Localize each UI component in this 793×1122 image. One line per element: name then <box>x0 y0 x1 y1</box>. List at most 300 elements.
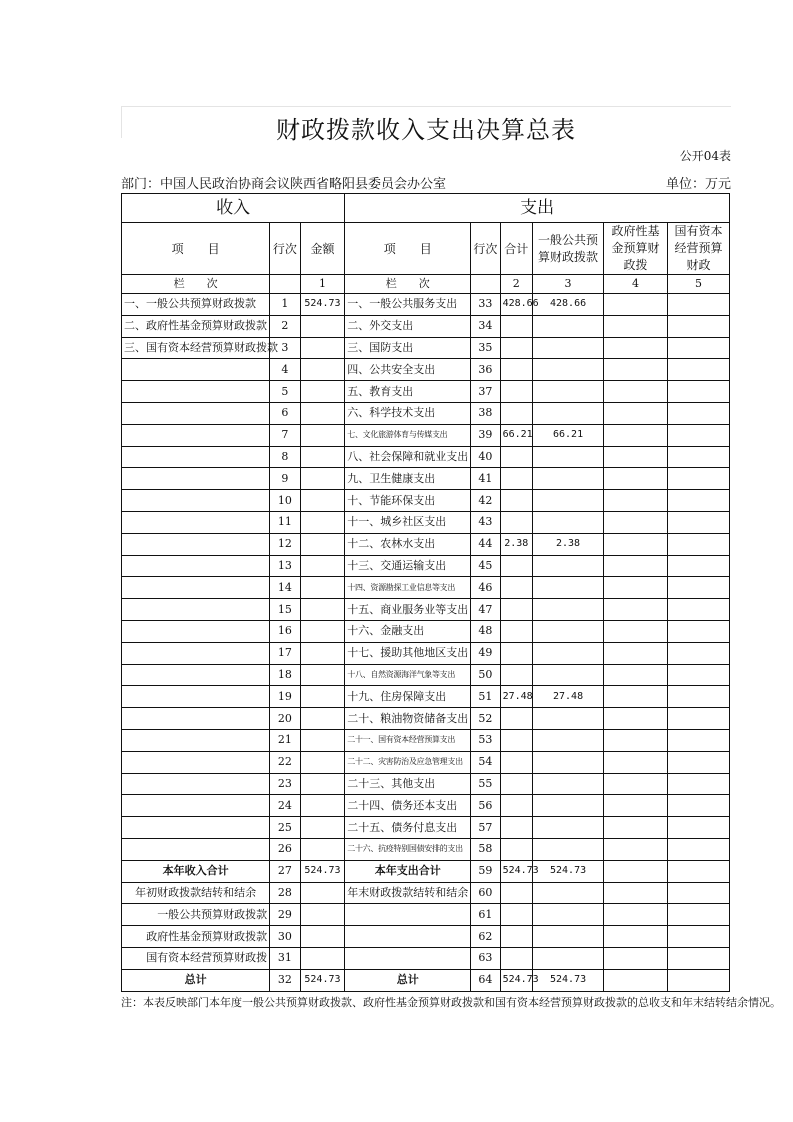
expense-general <box>533 577 604 599</box>
expense-total-general: 524.73 <box>533 860 604 882</box>
expense-item: 二十三、其他支出 <box>345 773 471 795</box>
expense-item: 七、文化旅游体育与传媒支出 <box>345 424 471 446</box>
expense-row-no: 53 <box>471 729 500 751</box>
income-amount-header: 金额 <box>300 223 345 275</box>
expense-general <box>533 773 604 795</box>
expense-general <box>533 468 604 490</box>
income-row-no: 20 <box>270 708 300 730</box>
expense-state <box>668 468 730 490</box>
general-budget-header: 一般公共预算财政拨款 <box>533 223 604 275</box>
column-header-row <box>122 223 730 275</box>
sub-fund-label: 政府性基金预算财政拨款 <box>122 926 270 948</box>
begin-balance-label: 年初财政拨款结转和结余 <box>122 882 270 904</box>
table-row <box>122 620 730 642</box>
expense-total <box>500 315 532 337</box>
income-item <box>122 511 270 533</box>
expense-item: 六、科学技术支出 <box>345 402 471 424</box>
expense-state <box>668 708 730 730</box>
expense-fund <box>604 773 668 795</box>
expense-total <box>500 708 532 730</box>
grand-expense-general: 524.73 <box>533 969 604 991</box>
income-item <box>122 402 270 424</box>
expense-general <box>533 664 604 686</box>
lanci-label-expense: 栏 次 <box>345 275 471 294</box>
expense-total-no: 59 <box>471 860 500 882</box>
expense-general: 2.38 <box>533 533 604 555</box>
expense-item: 二十五、债务付息支出 <box>345 817 471 839</box>
expense-item: 十二、农林水支出 <box>345 533 471 555</box>
income-item-header: 项 目 <box>122 223 270 275</box>
expense-item: 二十二、灾害防治及应急管理支出 <box>345 751 471 773</box>
income-row-no: 17 <box>270 642 300 664</box>
income-row-no: 1 <box>270 294 300 316</box>
department-label: 部门：中国人民政治协商会议陕西省略阳县委员会办公室 <box>121 177 447 192</box>
expense-total <box>500 381 532 403</box>
table-row <box>122 773 730 795</box>
expense-general <box>533 708 604 730</box>
lanci-col-4: 4 <box>604 275 668 294</box>
expense-row-no: 58 <box>471 838 500 860</box>
table-row <box>122 424 730 446</box>
expense-total <box>500 642 532 664</box>
grand-expense-label: 总计 <box>345 969 471 991</box>
expense-general <box>533 620 604 642</box>
grand-expense-state <box>668 969 730 991</box>
lanci-label-income: 栏 次 <box>122 275 270 294</box>
expense-row-no: 50 <box>471 664 500 686</box>
income-row-no: 7 <box>270 424 300 446</box>
year-total-row <box>122 860 730 882</box>
income-item <box>122 795 270 817</box>
expense-item: 四、公共安全支出 <box>345 359 471 381</box>
table-row <box>122 511 730 533</box>
income-amount <box>300 838 345 860</box>
expense-item: 二、外交支出 <box>345 315 471 337</box>
expense-state <box>668 817 730 839</box>
expense-fund <box>604 468 668 490</box>
expense-general <box>533 402 604 424</box>
income-amount <box>300 795 345 817</box>
table-row <box>122 555 730 577</box>
expense-fund <box>604 424 668 446</box>
expense-fund <box>604 402 668 424</box>
expense-item: 三、国防支出 <box>345 337 471 359</box>
income-row-no: 8 <box>270 446 300 468</box>
expense-general <box>533 315 604 337</box>
expense-fund <box>604 686 668 708</box>
fund-budget-header: 政府性基金预算财政拨 <box>604 223 668 275</box>
income-amount <box>300 337 345 359</box>
income-item <box>122 577 270 599</box>
expense-fund <box>604 446 668 468</box>
expense-total <box>500 359 532 381</box>
expense-state <box>668 795 730 817</box>
income-amount <box>300 751 345 773</box>
income-row-no: 18 <box>270 664 300 686</box>
expense-total: 428.66 <box>500 294 532 316</box>
table-row <box>122 751 730 773</box>
income-item <box>122 729 270 751</box>
end-balance-label: 年末财政拨款结转和结余 <box>345 882 471 904</box>
expense-state <box>668 424 730 446</box>
expense-total <box>500 729 532 751</box>
sub-general-no: 29 <box>270 904 300 926</box>
income-item: 一、一般公共预算财政拨款 <box>122 294 270 316</box>
income-amount <box>300 533 345 555</box>
expense-row-no: 42 <box>471 490 500 512</box>
budget-table <box>121 193 730 992</box>
expense-total <box>500 751 532 773</box>
income-item <box>122 817 270 839</box>
lanci-empty <box>471 275 500 294</box>
expense-total <box>500 511 532 533</box>
expense-item: 二十一、国有资本经营预算支出 <box>345 729 471 751</box>
income-row-no: 10 <box>270 490 300 512</box>
expense-general <box>533 511 604 533</box>
income-amount <box>300 577 345 599</box>
income-row-no-header: 行次 <box>270 223 300 275</box>
lanci-col-3: 3 <box>533 275 604 294</box>
expense-general <box>533 751 604 773</box>
table-row <box>122 686 730 708</box>
unit-label: 单位：万元 <box>665 177 731 192</box>
income-amount <box>300 642 345 664</box>
expense-row-no: 52 <box>471 708 500 730</box>
sub-fund-expense-item <box>345 926 471 948</box>
table-row <box>122 599 730 621</box>
expense-general <box>533 795 604 817</box>
expense-total: 27.48 <box>500 686 532 708</box>
expense-row-no: 36 <box>471 359 500 381</box>
income-total-no: 27 <box>270 860 300 882</box>
expense-state <box>668 838 730 860</box>
grand-expense-total: 524.73 <box>500 969 532 991</box>
expense-state <box>668 773 730 795</box>
income-amount <box>300 729 345 751</box>
end-balance-state <box>668 882 730 904</box>
income-row-no: 4 <box>270 359 300 381</box>
footnote: 注：本表反映部门本年度一般公共预算财政拨款、政府性基金预算财政拨款和国有资本经营预算财政拨款的总收支和年末结转结余情况。 <box>121 996 781 1009</box>
sub-fund-fund <box>604 926 668 948</box>
sub-state-no: 31 <box>270 947 300 969</box>
income-row-no: 15 <box>270 599 300 621</box>
income-row-no: 13 <box>270 555 300 577</box>
income-item <box>122 468 270 490</box>
expense-total <box>500 620 532 642</box>
end-balance-no: 60 <box>471 882 500 904</box>
table-row <box>122 795 730 817</box>
expense-general <box>533 337 604 359</box>
expense-state <box>668 381 730 403</box>
income-row-no: 16 <box>270 620 300 642</box>
expense-state <box>668 294 730 316</box>
sub-state-state <box>668 947 730 969</box>
end-balance-total <box>500 882 532 904</box>
income-total-label: 本年收入合计 <box>122 860 270 882</box>
expense-total-state <box>668 860 730 882</box>
expense-total <box>500 838 532 860</box>
sheet-top-border <box>121 106 731 107</box>
expense-row-no: 44 <box>471 533 500 555</box>
income-amount <box>300 599 345 621</box>
begin-balance-amount <box>300 882 345 904</box>
expense-row-no: 48 <box>471 620 500 642</box>
form-number: 公开04表 <box>679 149 731 163</box>
table-row <box>122 381 730 403</box>
expense-item: 十四、资源勘探工业信息等支出 <box>345 577 471 599</box>
expense-fund <box>604 708 668 730</box>
expense-general <box>533 359 604 381</box>
table-row <box>122 337 730 359</box>
table-row <box>122 838 730 860</box>
income-item <box>122 533 270 555</box>
table-row <box>122 533 730 555</box>
expense-row-no: 49 <box>471 642 500 664</box>
income-total-amount: 524.73 <box>300 860 345 882</box>
expense-state <box>668 511 730 533</box>
income-amount <box>300 446 345 468</box>
expense-fund <box>604 817 668 839</box>
expense-fund <box>604 795 668 817</box>
expense-row-no: 56 <box>471 795 500 817</box>
lanci-col-1: 1 <box>300 275 345 294</box>
sub-general-label: 一般公共预算财政拨款 <box>122 904 270 926</box>
income-item <box>122 773 270 795</box>
table-row <box>122 642 730 664</box>
expense-state <box>668 599 730 621</box>
expense-state <box>668 359 730 381</box>
income-row-no: 23 <box>270 773 300 795</box>
income-amount <box>300 555 345 577</box>
income-item <box>122 446 270 468</box>
expense-state <box>668 577 730 599</box>
table-row <box>122 490 730 512</box>
sub-fund-total <box>500 926 532 948</box>
sub-state-general <box>533 947 604 969</box>
expense-total: 2.38 <box>500 533 532 555</box>
expense-state <box>668 664 730 686</box>
expense-row-no: 38 <box>471 402 500 424</box>
expense-total-sum: 524.73 <box>500 860 532 882</box>
income-amount <box>300 686 345 708</box>
expense-total: 66.21 <box>500 424 532 446</box>
expense-row-no: 40 <box>471 446 500 468</box>
income-amount <box>300 402 345 424</box>
sub-general-state <box>668 904 730 926</box>
income-amount: 524.73 <box>300 294 345 316</box>
income-item <box>122 555 270 577</box>
column-number-row <box>122 275 730 294</box>
grand-income-no: 32 <box>270 969 300 991</box>
expense-general: 66.21 <box>533 424 604 446</box>
income-amount <box>300 315 345 337</box>
expense-row-no: 41 <box>471 468 500 490</box>
expense-total <box>500 817 532 839</box>
sub-general-amount <box>300 904 345 926</box>
grand-expense-fund <box>604 969 668 991</box>
income-row-no: 6 <box>270 402 300 424</box>
expense-total <box>500 490 532 512</box>
income-amount <box>300 468 345 490</box>
expense-row-no: 43 <box>471 511 500 533</box>
table-row <box>122 315 730 337</box>
sub-fund-general <box>533 926 604 948</box>
expense-fund <box>604 751 668 773</box>
expense-item: 五、教育支出 <box>345 381 471 403</box>
income-amount <box>300 381 345 403</box>
sub-general-expense-item <box>345 904 471 926</box>
sub-state-amount <box>300 947 345 969</box>
income-item <box>122 642 270 664</box>
expense-general <box>533 490 604 512</box>
expense-fund <box>604 359 668 381</box>
expense-state <box>668 729 730 751</box>
expense-general <box>533 446 604 468</box>
expense-general <box>533 729 604 751</box>
expense-total <box>500 664 532 686</box>
expense-row-no: 51 <box>471 686 500 708</box>
income-amount <box>300 490 345 512</box>
expense-general <box>533 817 604 839</box>
expense-item: 九、卫生健康支出 <box>345 468 471 490</box>
sub-state-total <box>500 947 532 969</box>
expense-state <box>668 620 730 642</box>
table-row <box>122 664 730 686</box>
expense-fund <box>604 533 668 555</box>
income-section-header: 收入 <box>122 194 345 223</box>
sub-general-expense-no: 61 <box>471 904 500 926</box>
income-item <box>122 708 270 730</box>
expense-row-no: 55 <box>471 773 500 795</box>
income-amount <box>300 817 345 839</box>
expense-total <box>500 555 532 577</box>
grand-income-amount: 524.73 <box>300 969 345 991</box>
lanci-empty <box>270 275 300 294</box>
expense-total <box>500 446 532 468</box>
income-row-no: 19 <box>270 686 300 708</box>
expense-state <box>668 686 730 708</box>
section-header-row <box>122 194 730 223</box>
expense-item: 十七、援助其他地区支出 <box>345 642 471 664</box>
table-row <box>122 294 730 316</box>
expense-item-header: 项 目 <box>345 223 471 275</box>
expense-row-no-header: 行次 <box>471 223 500 275</box>
expense-fund <box>604 490 668 512</box>
expense-fund <box>604 555 668 577</box>
sub-fund-amount <box>300 926 345 948</box>
expense-fund <box>604 294 668 316</box>
income-row-no: 26 <box>270 838 300 860</box>
begin-balance-no: 28 <box>270 882 300 904</box>
expense-fund <box>604 337 668 359</box>
income-row-no: 2 <box>270 315 300 337</box>
income-amount <box>300 664 345 686</box>
income-item <box>122 664 270 686</box>
income-row-no: 24 <box>270 795 300 817</box>
expense-row-no: 46 <box>471 577 500 599</box>
lanci-col-5: 5 <box>668 275 730 294</box>
expense-total <box>500 402 532 424</box>
expense-state <box>668 533 730 555</box>
expense-item: 十三、交通运输支出 <box>345 555 471 577</box>
expense-row-no: 57 <box>471 817 500 839</box>
sub-general-total <box>500 904 532 926</box>
expense-section-header: 支出 <box>345 194 730 223</box>
income-amount <box>300 620 345 642</box>
expense-fund <box>604 642 668 664</box>
grand-expense-no: 64 <box>471 969 500 991</box>
table-row <box>122 577 730 599</box>
expense-state <box>668 555 730 577</box>
expense-row-no: 33 <box>471 294 500 316</box>
sub-state-label: 国有资本经营预算财政拨 <box>122 947 270 969</box>
income-row-no: 14 <box>270 577 300 599</box>
end-balance-fund <box>604 882 668 904</box>
balance-row <box>122 882 730 904</box>
expense-state <box>668 315 730 337</box>
income-row-no: 25 <box>270 817 300 839</box>
income-item <box>122 838 270 860</box>
sub-fund-no: 30 <box>270 926 300 948</box>
expense-general <box>533 381 604 403</box>
expense-total <box>500 599 532 621</box>
state-capital-header: 国有资本经营预算财政 <box>668 223 730 275</box>
expense-total <box>500 577 532 599</box>
income-row-no: 11 <box>270 511 300 533</box>
expense-fund <box>604 838 668 860</box>
sub-state-fund <box>604 947 668 969</box>
expense-state <box>668 642 730 664</box>
table-row <box>122 708 730 730</box>
income-item: 三、国有资本经营预算财政拨款 <box>122 337 270 359</box>
income-item: 二、政府性基金预算财政拨款 <box>122 315 270 337</box>
lanci-col-2: 2 <box>500 275 532 294</box>
expense-item: 十五、商业服务业等支出 <box>345 599 471 621</box>
income-row-no: 22 <box>270 751 300 773</box>
expense-row-no: 37 <box>471 381 500 403</box>
expense-total <box>500 337 532 359</box>
expense-general <box>533 838 604 860</box>
expense-state <box>668 402 730 424</box>
income-row-no: 21 <box>270 729 300 751</box>
income-item <box>122 490 270 512</box>
income-item <box>122 359 270 381</box>
income-row-no: 12 <box>270 533 300 555</box>
expense-total <box>500 773 532 795</box>
sub-general-fund <box>604 904 668 926</box>
expense-item: 十一、城乡社区支出 <box>345 511 471 533</box>
income-item <box>122 620 270 642</box>
expense-fund <box>604 620 668 642</box>
expense-general <box>533 555 604 577</box>
expense-general: 428.66 <box>533 294 604 316</box>
sub-fund-state <box>668 926 730 948</box>
sub-state-expense-no: 63 <box>471 947 500 969</box>
expense-item: 十、节能环保支出 <box>345 490 471 512</box>
end-balance-general <box>533 882 604 904</box>
sub-fund-expense-no: 62 <box>471 926 500 948</box>
income-amount <box>300 708 345 730</box>
expense-row-no: 45 <box>471 555 500 577</box>
table-row <box>122 402 730 424</box>
income-amount <box>300 773 345 795</box>
sub-general-general <box>533 904 604 926</box>
expense-state <box>668 751 730 773</box>
income-item <box>122 599 270 621</box>
table-row <box>122 729 730 751</box>
expense-item: 二十六、抗疫特别国债安排的支出 <box>345 838 471 860</box>
expense-row-no: 34 <box>471 315 500 337</box>
